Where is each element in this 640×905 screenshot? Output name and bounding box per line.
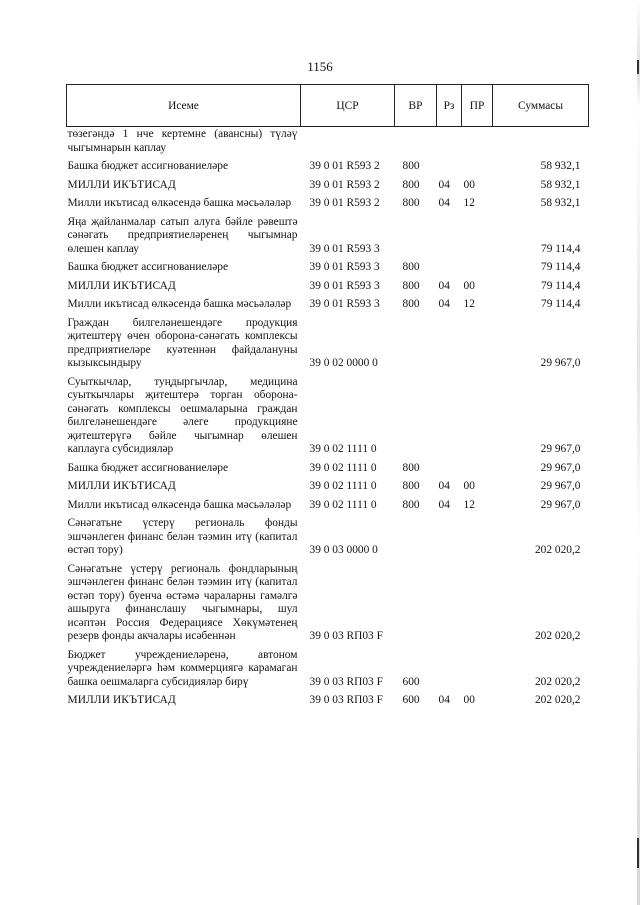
- row-pr: [462, 647, 493, 693]
- row-name: Граждан билгеләнешендәге продукция җитештерү өчен оборона-сәнәгать комплексы предприятиеләре куәтеннән файдалануны кызыксындыру: [67, 316, 298, 369]
- row-pr: 12: [463, 298, 475, 310]
- row-code: 39 0 01 R593 2: [309, 178, 380, 191]
- row-rz: [437, 374, 462, 460]
- row-vr: 600: [402, 694, 420, 706]
- row-vr: 800: [402, 480, 420, 492]
- row-name: Башка бюджет ассигнованиеләре: [67, 261, 229, 273]
- row-vr: 800: [402, 498, 420, 511]
- row-name: төзегәндә 1 нче кертемне (авансны) түләү чыгымнарын каплау: [67, 128, 298, 154]
- row-code: [301, 127, 395, 159]
- row-name: Суыткычлар, туңдыргычлар, медицина суыткычлары җитештерә торган оборона-сәнәгать комплексы оешмаларына граждан билгеләнешендәге әлеге продукцияне җитештерүгә бәйле чыгымнар өлешен каплауга субсидияләр: [67, 375, 298, 455]
- table-row: [67, 515, 589, 561]
- row-rz: 04: [438, 178, 450, 191]
- row-sum: 202 020,2: [534, 544, 581, 556]
- row-vr: [395, 374, 437, 460]
- row-sum: 79 114,4: [541, 261, 581, 273]
- row-rz: [437, 515, 462, 561]
- row-code: 39 0 01 R593 3: [309, 261, 380, 273]
- row-pr: 00: [463, 279, 475, 292]
- row-pr: [462, 127, 493, 159]
- table-row: [67, 296, 589, 315]
- page-number: 1156: [307, 59, 333, 74]
- row-vr: [395, 515, 437, 561]
- row-code: 39 0 03 RП03 F: [309, 630, 383, 642]
- row-rz: [437, 460, 462, 479]
- row-vr: 800: [402, 261, 420, 273]
- row-rz: [437, 214, 462, 260]
- row-name: МИЛЛИ ИКЪТИСАД: [67, 694, 176, 706]
- header-pr: ПР: [462, 85, 493, 127]
- scan-mark: [637, 838, 639, 868]
- table-row: [67, 561, 589, 647]
- row-code: 39 0 01 R593 3: [309, 298, 380, 310]
- row-code: 39 0 01 R593 2: [309, 160, 380, 172]
- row-rz: [437, 127, 462, 159]
- row-rz: [437, 647, 462, 693]
- row-sum: 58 932,1: [540, 197, 581, 209]
- row-code: 39 0 02 0000 0: [309, 357, 378, 369]
- row-pr: 00: [463, 694, 475, 706]
- table-row: [67, 127, 589, 159]
- row-vr: [395, 315, 437, 374]
- row-rz: 04: [438, 498, 450, 511]
- row-pr: [462, 460, 493, 479]
- row-pr: [462, 259, 493, 278]
- row-pr: 00: [463, 178, 475, 191]
- row-code: 39 0 03 RП03 F: [309, 694, 383, 706]
- header-name: Исеме: [67, 85, 301, 127]
- row-sum: 29 967,0: [540, 461, 581, 474]
- row-rz: 04: [438, 694, 450, 706]
- table-row: [67, 692, 589, 711]
- row-name: Сәнәгатьне үстерү региональ фонды эшчәнлеген финанс белән тәэмин итү (капитал өстәп тору): [67, 517, 298, 556]
- row-name: Башка бюджет ассигнованиеләре: [67, 461, 229, 474]
- row-sum: 79 114,4: [541, 242, 581, 255]
- header-vr: ВР: [395, 85, 437, 127]
- row-rz: [437, 158, 462, 177]
- row-code: 39 0 02 1111 0: [309, 443, 377, 455]
- row-pr: [462, 315, 493, 374]
- table-header: [67, 85, 589, 127]
- table-row: [67, 497, 589, 516]
- row-name: МИЛЛИ ИКЪТИСАД: [67, 279, 176, 292]
- row-vr: 800: [402, 298, 420, 310]
- header-sum: Суммасы: [493, 85, 589, 127]
- table-row: [67, 259, 589, 278]
- row-name: Милли икътисад өлкәсендә башка мәсьәләләр: [67, 197, 292, 209]
- row-code: 39 0 03 0000 0: [309, 544, 378, 556]
- row-rz: [437, 259, 462, 278]
- row-rz: [437, 561, 462, 647]
- row-code: 39 0 02 1111 0: [309, 498, 377, 511]
- row-sum: 79 114,4: [541, 279, 581, 292]
- table-row: [67, 647, 589, 693]
- row-rz: 04: [438, 480, 450, 492]
- row-code: 39 0 03 RП03 F: [309, 675, 383, 688]
- row-pr: [462, 214, 493, 260]
- row-code: 39 0 01 R593 2: [309, 197, 380, 209]
- table-body: [67, 127, 589, 711]
- row-pr: [462, 515, 493, 561]
- table-row: [67, 278, 589, 297]
- row-sum: 29 967,0: [540, 357, 581, 369]
- row-vr: 800: [402, 178, 420, 191]
- row-name: Милли икътисад өлкәсендә башка мәсьәләләр: [67, 498, 292, 511]
- table-row: [67, 177, 589, 196]
- row-sum: 202 020,2: [534, 630, 581, 642]
- row-sum: 58 932,1: [540, 160, 581, 172]
- row-sum: 29 967,0: [540, 480, 581, 492]
- row-name: МИЛЛИ ИКЪТИСАД: [67, 480, 176, 492]
- scan-mark: [637, 60, 639, 74]
- row-sum: [493, 127, 589, 159]
- row-sum: 79 114,4: [541, 298, 581, 310]
- row-pr: [462, 561, 493, 647]
- row-code: 39 0 02 1111 0: [309, 461, 377, 474]
- row-rz: [437, 315, 462, 374]
- row-rz: 04: [438, 197, 450, 209]
- row-name: Башка бюджет ассигнованиеләре: [67, 160, 229, 172]
- row-vr: [395, 214, 437, 260]
- row-vr: 800: [402, 461, 420, 474]
- row-name: МИЛЛИ ИКЪТИСАД: [67, 178, 176, 191]
- row-rz: 04: [438, 298, 450, 310]
- budget-table: [66, 84, 589, 711]
- row-name: Сәнәгатьне үстерү региональ фондларының эшчәнлеген финанс белән тәэмин итү (капитал өстәп тору) буенча өстәмә чараларны гамәлгә ашыруга финанслашу чыгымнары, шул исәптән Россия Федерациясе Хөкүмәтенең резерв фонды акчалары исәбеннән: [67, 562, 298, 642]
- row-name: Бюджет учреждениеләренә, автоном учреждениеләргә һәм коммерциягә карамаган башка оешмаларга субсидияләр бирү: [67, 648, 298, 688]
- row-vr: 600: [402, 675, 420, 688]
- row-code: 39 0 01 R593 3: [309, 279, 380, 292]
- row-rz: 04: [438, 279, 450, 292]
- table-row: [67, 315, 589, 374]
- row-vr: [395, 561, 437, 647]
- row-sum: 58 932,1: [540, 178, 581, 191]
- row-code: 39 0 01 R593 3: [309, 242, 380, 255]
- table-row: [67, 374, 589, 460]
- row-pr: 00: [463, 480, 475, 492]
- header-rz: Рз: [437, 85, 462, 127]
- table-row: [67, 195, 589, 214]
- row-pr: [462, 158, 493, 177]
- table-row: [67, 158, 589, 177]
- table-row: [67, 214, 589, 260]
- row-vr: 800: [402, 160, 420, 172]
- row-vr: [395, 127, 437, 159]
- row-vr: 800: [402, 197, 420, 209]
- row-code: 39 0 02 1111 0: [309, 480, 377, 492]
- row-name: Яңа җайланмалар сатып алуга бәйле рәвештә сәнәгать предприятиеләренең чыгымнар өлешен каплау: [67, 215, 298, 255]
- row-sum: 29 967,0: [540, 443, 581, 455]
- row-sum: 202 020,2: [534, 694, 581, 706]
- row-pr: 12: [463, 498, 475, 511]
- row-pr: 12: [463, 197, 475, 209]
- table-row: [67, 460, 589, 479]
- row-sum: 29 967,0: [540, 498, 581, 511]
- row-vr: 800: [402, 279, 420, 292]
- row-pr: [462, 374, 493, 460]
- row-name: Милли икътисад өлкәсендә башка мәсьәләләр: [67, 298, 292, 310]
- header-code: ЦСР: [301, 85, 395, 127]
- table-row: [67, 478, 589, 497]
- row-sum: 202 020,2: [534, 675, 581, 688]
